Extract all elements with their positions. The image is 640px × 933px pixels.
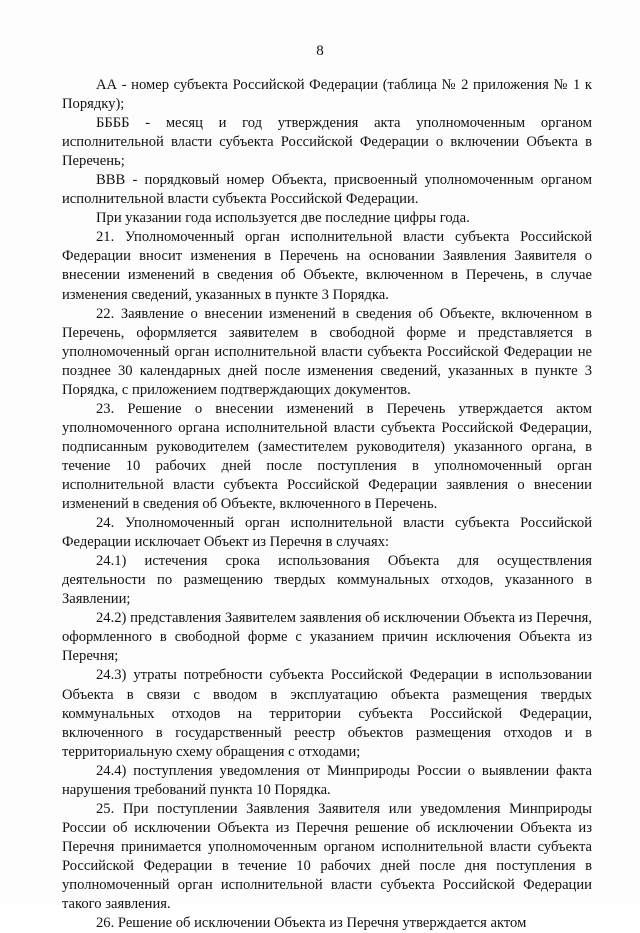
paragraph-24-2: 24.2) представления Заявителем заявления об исключении Объекта из Перечня, оформленного в свободной форме с указанием причин исключения Объекта из Перечня;: [62, 610, 592, 665]
paragraph-year-note: При указании года используется две последние цифры года.: [96, 210, 470, 227]
paragraph-aa-definition: АА - номер субъекта Российской Федерации (таблица № 2 приложения № 1 к Порядку);: [62, 77, 592, 113]
paragraph-vvv-definition: ВВВ - порядковый номер Объекта, присвоенный уполномоченным органом исполнительной власти субъекта Российской Федерации.: [62, 172, 592, 208]
paragraph-24-3: 24.3) утраты потребности субъекта Российской Федерации в использовании Объекта в связи с вводом в эксплуатацию объекта размещения твердых коммунальных отходов на территории субъекта Российской Федерации, включенного в государственный реестр объектов размещения отходов и в территориальную схему обращения с отходами;: [62, 667, 592, 760]
paragraph-24-1: 24.1) истечения срока использования Объекта для осуществления деятельности по размещению твердых коммунальных отходов, указанного в Заявлении;: [62, 553, 592, 608]
document-body: [62, 76, 592, 933]
page-number: 8: [316, 43, 324, 59]
paragraph-bbbb-definition: ББББ - месяц и год утверждения акта уполномоченным органом исполнительной власти субъекта Российской Федерации о включении Объекта в Перечень;: [62, 115, 592, 170]
paragraph-21: 21. Уполномоченный орган исполнительной власти субъекта Российской Федерации вносит изменения в Перечень на основании Заявления Заявителя о внесении изменений в сведения об Объекте, включенном в Перечень, в случае изменения сведений, указанных в пункте 3 Порядка.: [62, 229, 592, 303]
paragraph-24-4: 24.4) поступления уведомления от Минприроды России о выявлении факта нарушения требований пункта 10 Порядка.: [62, 762, 592, 798]
paragraph-23: 23. Решение о внесении изменений в Перечень утверждается актом уполномоченного органа исполнительной власти субъекта Российской Федерации, подписанным руководителем (заместителем руководителя) указанного органа, в течение 10 рабочих дней после поступления в уполномоченный орган исполнительной власти субъекта Российской Федерации заявления о внесении изменений в сведения об Объекте, включенного в Перечень.: [62, 400, 592, 513]
paragraph-26: 26. Решение об исключении Объекта из Перечня утверждается актом: [96, 915, 527, 932]
paragraph-25: 25. При поступлении Заявления Заявителя или уведомления Минприроды России об исключении Объекта из Перечня решение об исключении Объекта из Перечня принимается уполномоченным органом исполнительной власти субъекта Российской Федерации в течение 10 рабочих дней после дня поступления в уполномоченный орган исполнительной власти субъекта Российской Федерации такого заявления.: [62, 800, 592, 913]
paragraph-24: 24. Уполномоченный орган исполнительной власти субъекта Российской Федерации исключает Объект из Перечня в случаях:: [62, 515, 592, 551]
paragraph-22: 22. Заявление о внесении изменений в сведения об Объекте, включенном в Перечень, оформляется заявителем в свободной форме и представляется в уполномоченный орган исполнительной власти субъекта Российской Федерации не позднее 30 календарных дней после изменения сведений, указанных в пункте 3 Порядка, с приложением подтверждающих документов.: [62, 305, 592, 398]
